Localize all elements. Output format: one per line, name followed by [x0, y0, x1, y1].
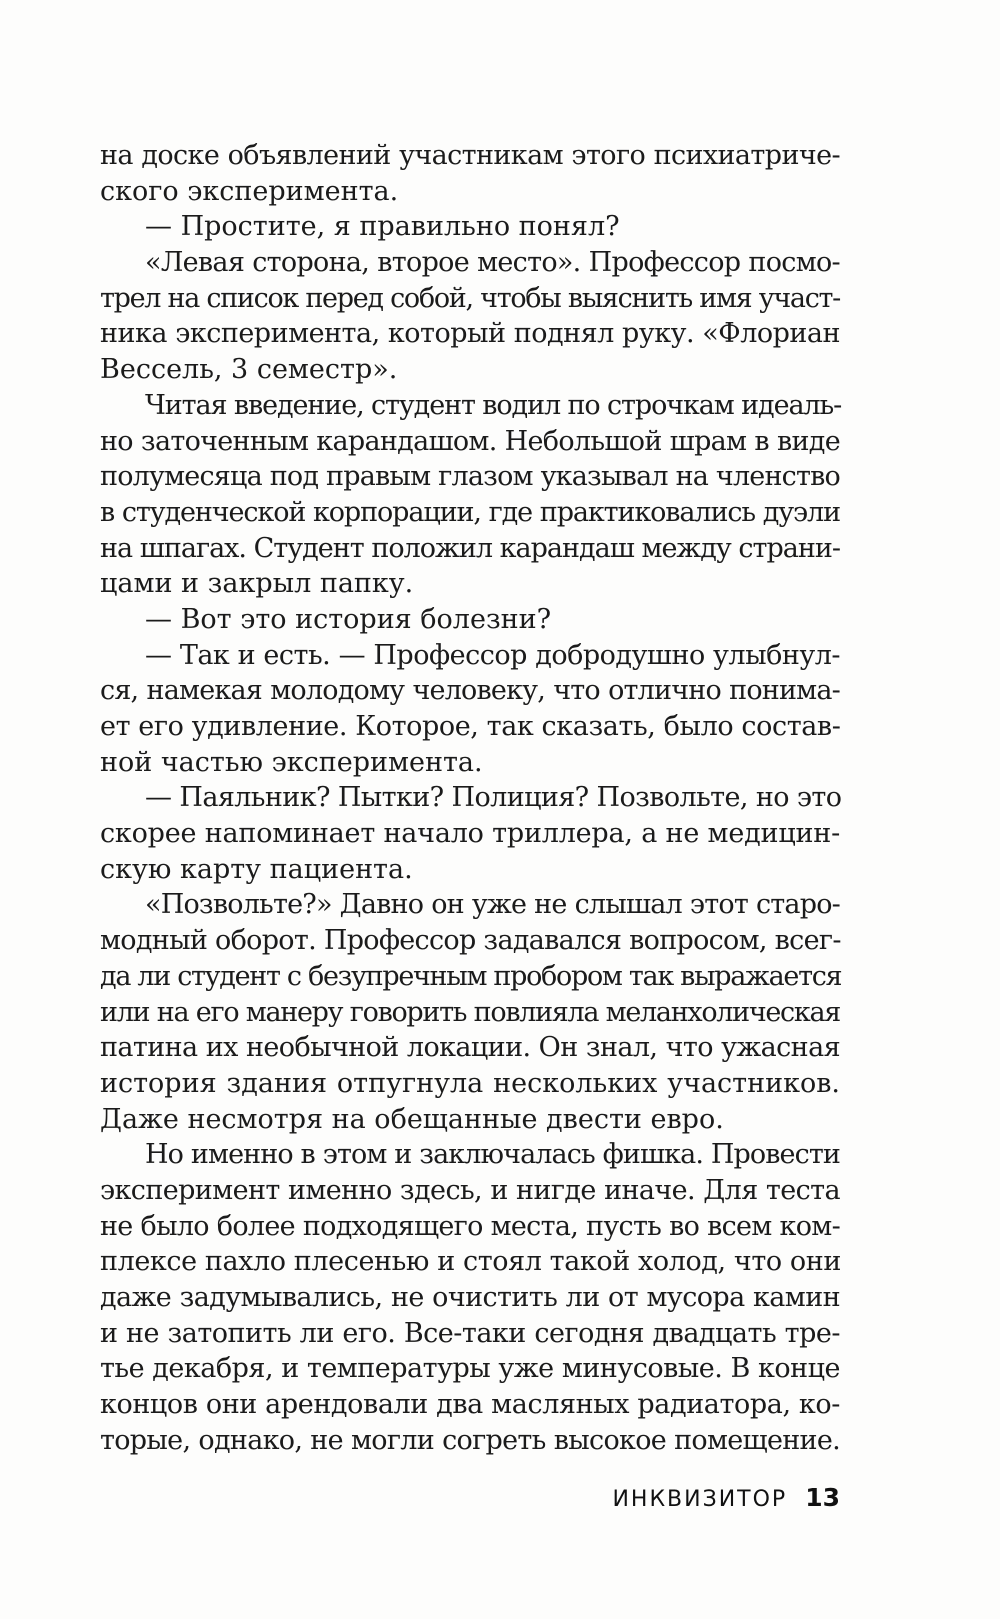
text-line: Но именно в этом и заключалась фишка. Провести: [145, 1139, 840, 1171]
text-line: история здания отпугнула нескольких участников.: [100, 1067, 840, 1099]
text-line: скую карту пациента.: [100, 853, 413, 885]
text-line: ся, намекая молодому человеку, что отлично понима-: [100, 675, 840, 707]
page-number: 13: [805, 1483, 840, 1512]
running-title: ИНКВИЗИТОР: [612, 1487, 788, 1512]
text-line: ной частью эксперимента.: [100, 746, 483, 778]
text-line: ет его удивление. Которое, так сказать, было состав-: [100, 711, 841, 742]
text-line: Вессель, 3 семестр».: [100, 354, 398, 386]
text-line: плексе пахло плесенью и стоял такой холод, что они: [100, 1246, 841, 1278]
text-line: да ли студент с безупречным пробором так выражается: [100, 960, 842, 992]
text-line: ника эксперимента, который поднял руку. «Флориан: [100, 318, 840, 350]
text-line: на доске объявлений участникам этого психиатриче-: [100, 140, 840, 171]
text-line: — Так и есть. — Профессор добродушно улыбнул-: [145, 639, 840, 671]
text-line: ского эксперимента.: [100, 175, 399, 207]
text-line: в студенческой корпорации, где практиковались дуэли: [100, 496, 840, 528]
body-text: [100, 138, 840, 1458]
text-line: модный оборот. Профессор задавался вопросом, всег-: [100, 925, 841, 957]
text-line: но заточенным карандашом. Небольшой шрам в виде: [100, 425, 840, 457]
text-line: — Паяльник? Пытки? Полиция? Позвольте, но это: [145, 782, 842, 814]
text-line: торые, однако, не могли согреть высокое помещение.: [100, 1424, 840, 1456]
text-line: — Простите, я правильно понял?: [145, 211, 620, 243]
text-line: трел на список перед собой, чтобы выяснить имя участ-: [100, 282, 840, 314]
text-line: эксперимент именно здесь, и нигде иначе. Для теста: [100, 1174, 840, 1206]
text-line: «Позвольте?» Давно он уже не слышал этот старо-: [145, 889, 840, 921]
text-line: — Вот это история болезни?: [145, 603, 552, 635]
text-line: на шпагах. Студент положил карандаш между страни-: [100, 532, 840, 564]
text-line: или на его манеру говорить повлияла меланхолическая: [100, 996, 840, 1028]
text-line: патина их необычной локации. Он знал, что ужасная: [100, 1032, 840, 1064]
text-line: не было более подходящего места, пусть во всем ком-: [100, 1210, 840, 1242]
text-line: «Левая сторона, второе место». Профессор посмо-: [145, 247, 840, 279]
text-line: даже задумывались, не очистить ли от мусора камин: [100, 1282, 840, 1313]
text-line: и не затопить ли его. Все-таки сегодня двадцать тре-: [100, 1317, 840, 1349]
text-line: цами и закрыл папку.: [100, 568, 414, 600]
text-line: тье декабря, и температуры уже минусовые. В конце: [100, 1353, 840, 1385]
text-line: Читая введение, студент водил по строчкам идеаль-: [145, 389, 842, 421]
text-line: Даже несмотря на обещанные двести евро.: [100, 1103, 724, 1135]
text-line: концов они арендовали два масляных радиатора, ко-: [100, 1389, 840, 1421]
text-line: скорее напоминает начало триллера, а не медицин-: [100, 818, 840, 850]
text-line: полумесяца под правым глазом указывал на членство: [100, 461, 840, 493]
page-footer: [612, 1478, 840, 1518]
